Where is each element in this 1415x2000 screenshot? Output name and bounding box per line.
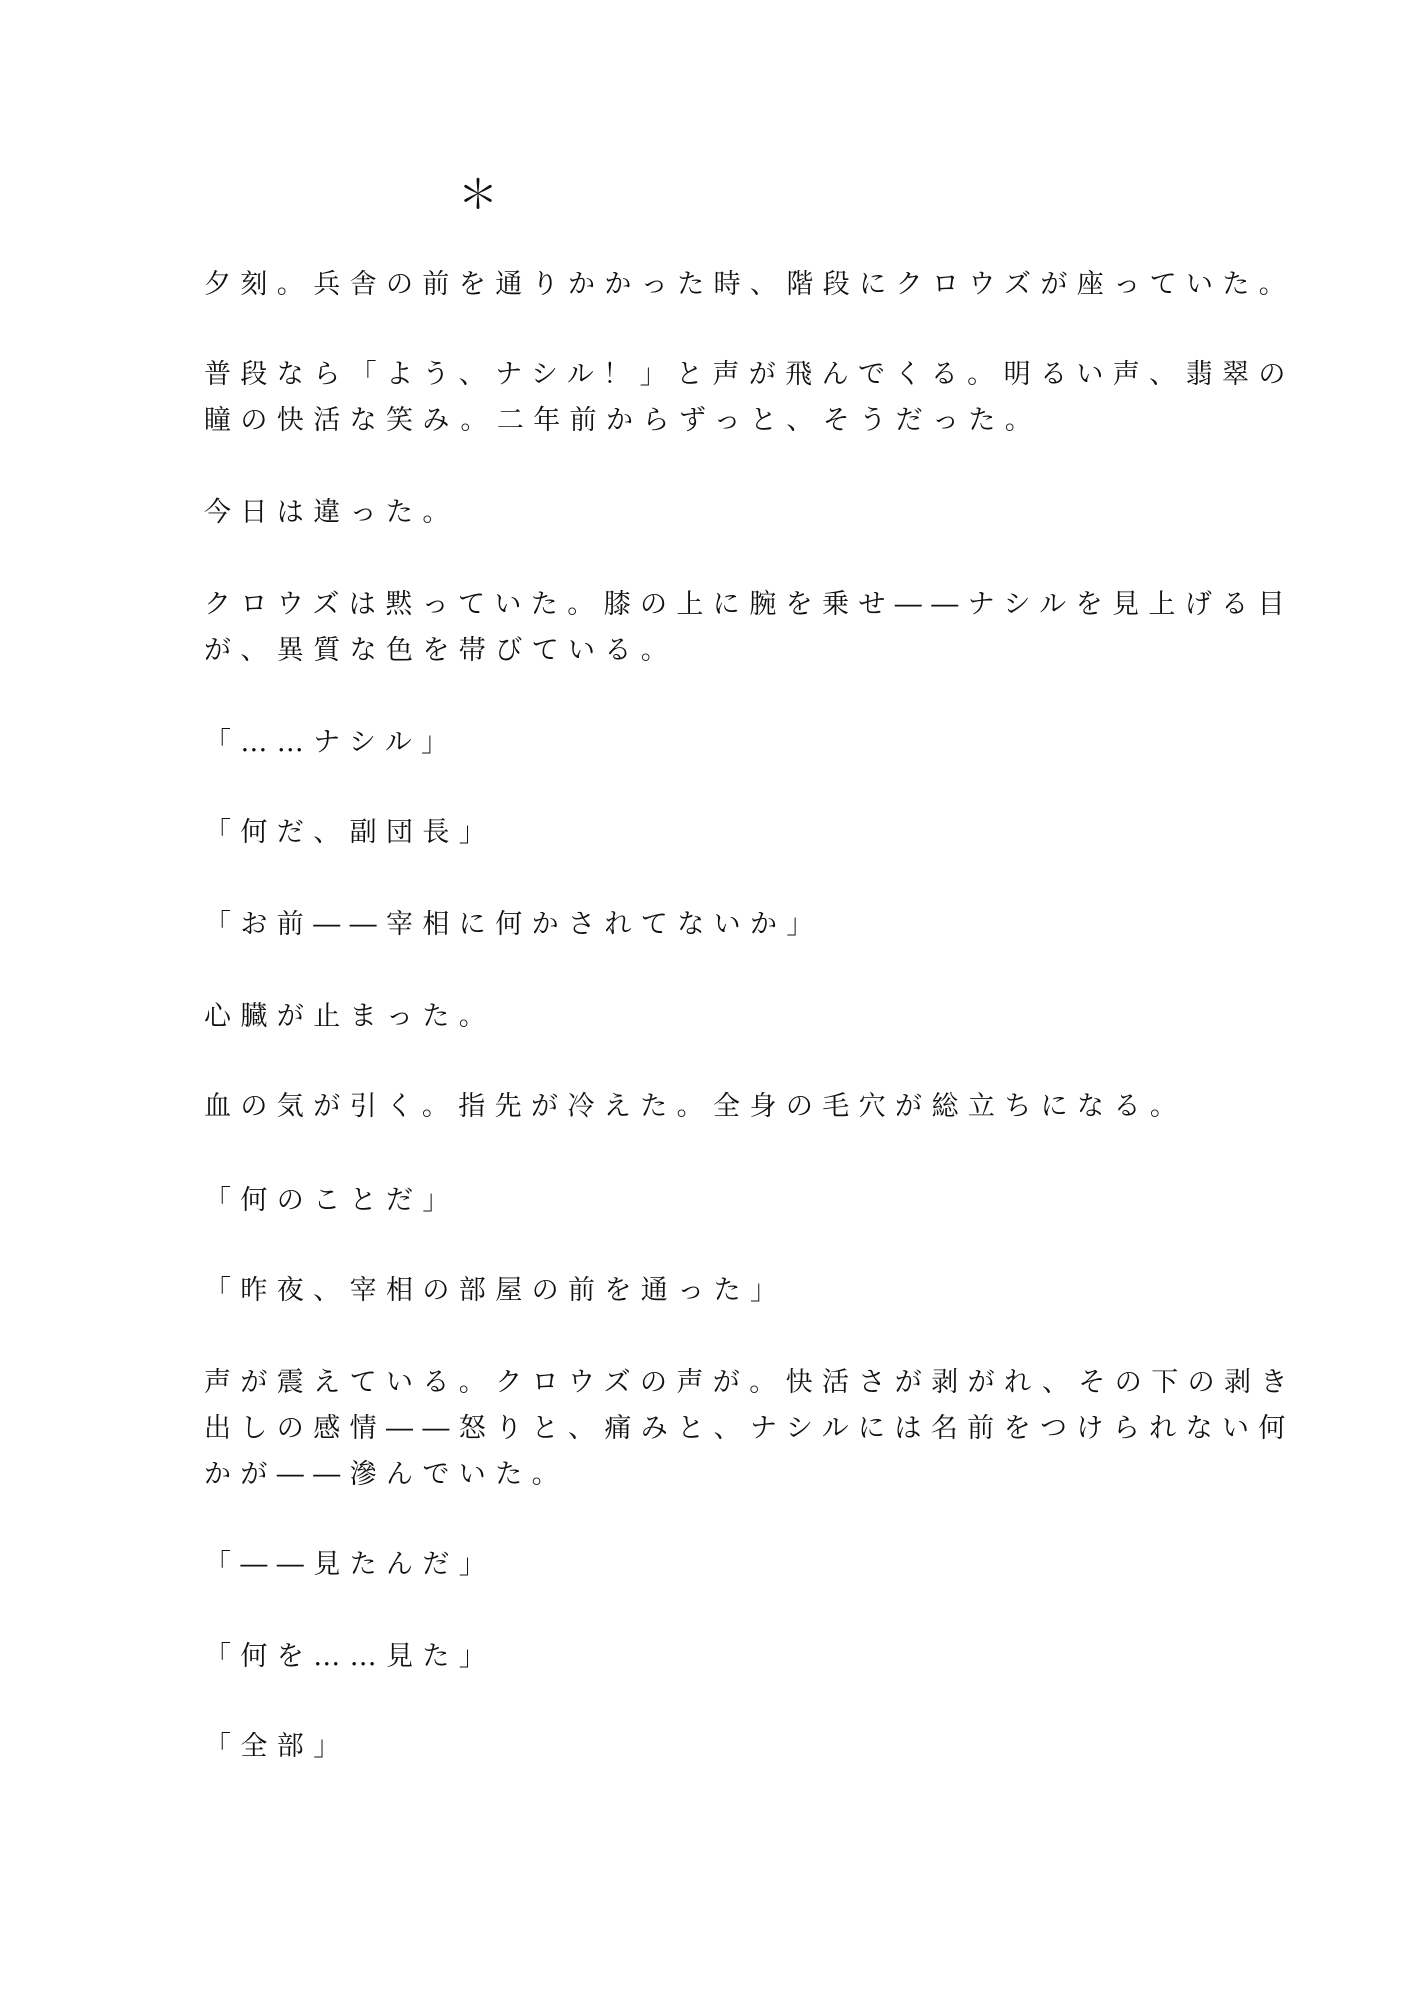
text-line: 「お前――宰相に何かされてないか」 bbox=[204, 909, 823, 940]
paragraph bbox=[204, 720, 1194, 766]
text-line: 「何のことだ」 bbox=[204, 1185, 459, 1216]
text-line: 瞳の快活な笑み。二年前からずっと、そうだった。 bbox=[204, 405, 1042, 436]
text-line: 声が震えている。クロウズの声が。快活さが剥がれ、その下の剥き bbox=[204, 1367, 1297, 1398]
text-line: 普段なら「よう、ナシル！」と声が飛んでくる。明るい声、翡翠の bbox=[204, 359, 1295, 390]
text-line: 「何を……見た」 bbox=[204, 1641, 496, 1672]
paragraph bbox=[204, 994, 1194, 1040]
paragraph bbox=[204, 1634, 1194, 1680]
paragraph bbox=[204, 352, 1295, 444]
text-line: 「全部」 bbox=[204, 1731, 350, 1762]
text-line: 「……ナシル」 bbox=[204, 727, 458, 758]
text-line: 出しの感情――怒りと、痛みと、ナシルには名前をつけられない何 bbox=[204, 1413, 1295, 1444]
text-line: が、異質な色を帯びている。 bbox=[204, 635, 678, 666]
text-line: かが――滲んでいた。 bbox=[204, 1459, 568, 1490]
text-line: 夕刻。兵舎の前を通りかかった時、階段にクロウズが座っていた。 bbox=[204, 269, 1296, 300]
paragraph bbox=[204, 1542, 1194, 1588]
paragraph bbox=[204, 1360, 1297, 1498]
text-line: クロウズは黙っていた。膝の上に腕を乗せ――ナシルを見上げる目 bbox=[204, 589, 1294, 620]
text-line: 心臓が止まった。 bbox=[204, 1001, 496, 1032]
paragraph bbox=[204, 490, 1194, 536]
paragraph bbox=[204, 1724, 1194, 1770]
paragraph bbox=[204, 902, 1194, 948]
scene-break-asterisk: ＊ bbox=[458, 172, 498, 218]
text-line: 血の気が引く。指先が冷えた。全身の毛穴が総立ちになる。 bbox=[204, 1091, 1187, 1122]
paragraph bbox=[204, 1268, 1194, 1314]
text-line: 今日は違った。 bbox=[204, 497, 459, 528]
paragraph bbox=[204, 810, 1194, 856]
paragraph bbox=[204, 1084, 1194, 1130]
text-line: 「何だ、副団長」 bbox=[204, 817, 496, 848]
text-line: 「――見たんだ」 bbox=[204, 1549, 496, 1580]
paragraph bbox=[204, 1178, 1194, 1224]
paragraph bbox=[204, 582, 1294, 674]
paragraph bbox=[204, 262, 1296, 308]
text-line: 「昨夜、宰相の部屋の前を通った」 bbox=[204, 1275, 787, 1306]
